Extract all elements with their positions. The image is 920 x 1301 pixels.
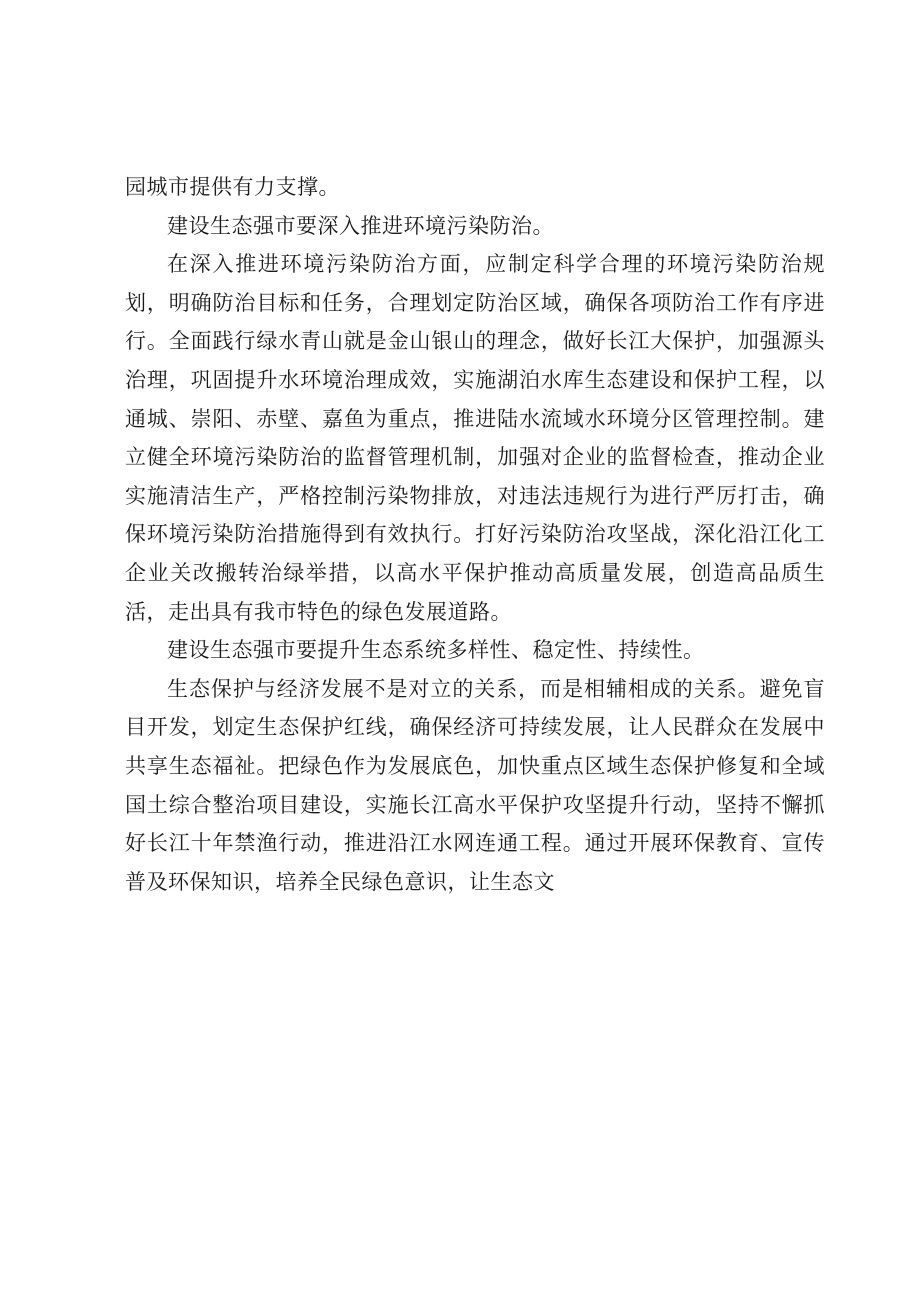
paragraph-ecosystem-protection: 生态保护与经济发展不是对立的关系，而是相辅相成的关系。避免盲目开发，划定生态保护红线，确保经济可持续发展，让人民群众在发展中共享生态福祉。把绿色作为发展底色，加快重点区域生态保护修复和全域国土综合整治项目建设，实施长江高水平保护攻坚提升行动，坚持不懈抓好长江十年禁渔行动，推进沿江水网连通工程。通过开展环保教育、宣传普及环保知识，培养全民绿色意识，让生态文 — [125, 676, 825, 894]
paragraph-heading-pollution: 建设生态强市要深入推进环境污染防治。 — [167, 213, 554, 238]
paragraph-heading-ecosystem: 建设生态强市要提升生态系统多样性、稳定性、持续性。 — [167, 638, 705, 663]
paragraph-continued: 园城市提供有力支撑。 — [125, 175, 340, 199]
paragraph-pollution-control: 在深入推进环境污染防治方面，应制定科学合理的环境污染防治规划，明确防治目标和任务，合理划定防治区域，确保各项防治工作有序进行。全面践行绿水青山就是金山银山的理念，做好长江大保护，加强源头治理，巩固提升水环境治理成效，实施湖泊水库生态建设和保护工程，以通城、崇阳、赤壁、嘉鱼为重点，推进陆水流域水环境分区管理控制。建立健全环境污染防治的监督管理机制，加强对企业的监督检查，推动企业实施清洁生产，严格控制污染物排放，对违法违规行为进行严厉打击，确保环境污染防治措施得到有效执行。打好污染防治攻坚战，深化沿江化工企业关改搬转治绿举措，以高水平保护推动高质量发展，创造高品质生活，走出具有我市特色的绿色发展道路。 — [125, 252, 825, 624]
document-body — [125, 168, 825, 901]
